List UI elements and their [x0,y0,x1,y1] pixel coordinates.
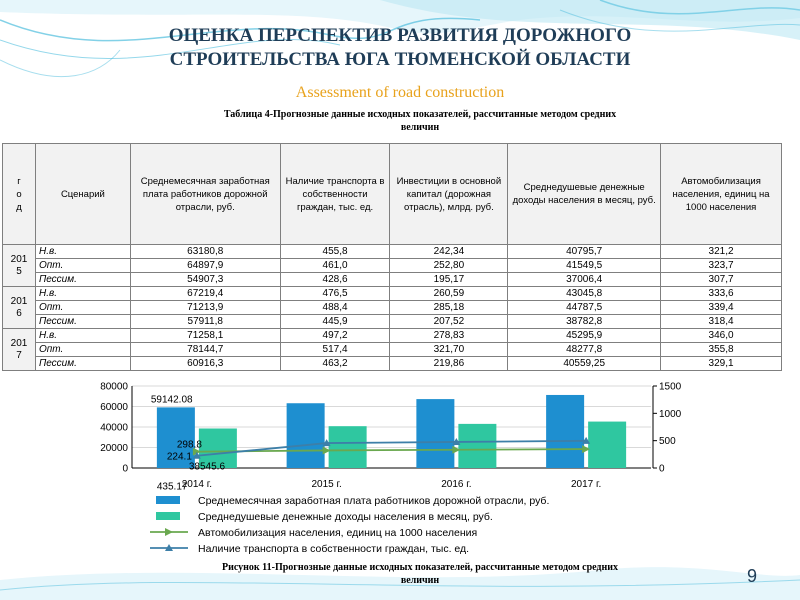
header-transport: Наличие транспорта в собственности граждан, тыс. ед. [280,144,390,245]
table-header-row [3,144,782,245]
income-cell: 40795,7 [508,245,661,259]
salary-cell: 57911,8 [130,315,280,329]
investment-cell: 252,80 [390,259,508,273]
transport-cell: 488,4 [280,301,390,315]
year-cell-part: 201 [10,337,28,349]
page-title [0,24,800,72]
transport-cell: 497,2 [280,329,390,343]
income-cell: 45295,9 [508,329,661,343]
transport-cell: 517,4 [280,343,390,357]
motorization-cell: 329,1 [661,357,782,371]
motorization-cell: 318,4 [661,315,782,329]
page-title-line-1: ОЦЕНКА ПЕРСПЕКТИВ РАЗВИТИЯ ДОРОЖНОГО [168,25,632,46]
legend-label: Среднемесячная заработная плата работников дорожной отрасли, руб. [198,495,550,507]
chart-bar [546,395,584,468]
table-row [3,357,782,371]
page-number: 9 [747,566,758,586]
year-cell-part: 5 [16,265,22,277]
category-tick-label: 2016 г. [441,479,472,490]
year-cell [3,287,36,329]
salary-cell: 60916,3 [130,357,280,371]
left-axis-tick-label: 80000 [100,381,128,393]
legend-label: Наличие транспорта в собственности граждан, тыс. ед. [198,543,470,555]
right-axis-tick-label: 500 [659,436,676,448]
legend-label: Автомобилизация населения, единиц на 1000 населения [198,527,478,539]
category-tick-label: 2017 г. [571,479,602,490]
right-axis-tick-label: 1500 [659,381,682,393]
table-caption-line-2: величин [400,122,440,133]
salary-cell: 78144,7 [130,343,280,357]
left-axis-tick-label: 20000 [100,443,128,454]
scenario-cell: Пессим. [35,357,130,371]
page-title-line-2: СТРОИТЕЛЬСТВА ЮГА ТЮМЕНСКОЙ ОБЛАСТИ [169,49,631,70]
transport-cell: 445,9 [280,315,390,329]
chart-data-label: 59142.08 [150,394,193,406]
chart-data-label: 298.8 [176,439,202,451]
category-tick-label: 2015 г. [311,479,342,490]
transport-cell: 476,5 [280,287,390,301]
income-cell: 48277,8 [508,343,661,357]
right-axis-tick-label: 1000 [659,408,682,420]
figure-caption [150,561,690,587]
table-row [3,343,782,357]
income-cell: 40559,25 [508,357,661,371]
transport-cell: 463,2 [280,357,390,371]
transport-cell: 455,8 [280,245,390,259]
chart-data-label: 38545.6 [188,461,226,473]
chart-bar [329,426,367,468]
left-axis-tick-label: 0 [122,463,128,475]
header-motorization: Автомобилизация населения, единиц на 1000 населения [661,144,782,245]
motorization-cell: 339,4 [661,301,782,315]
header-year-char: д [16,201,22,213]
year-cell-part: 201 [10,295,28,307]
header-income: Среднедушевые денежные доходы населения в месяц, руб. [508,144,661,245]
chart-data-label: 224.1 [166,451,192,463]
investment-cell: 260,59 [390,287,508,301]
scenario-cell: Опт. [35,301,130,315]
scenario-cell: Н.в. [35,245,130,259]
legend-label: Среднедушевые денежные доходы населения в месяц, руб. [198,511,493,523]
motorization-cell: 307,7 [661,273,782,287]
page-subtitle: Assessment of road construction [295,84,505,101]
table-row [3,329,782,343]
chart-bar [588,422,626,468]
table-row [3,301,782,315]
year-cell-part: 7 [16,349,22,361]
year-cell-part: 6 [16,307,22,319]
table-caption-line-1: Таблица 4-Прогнозные данные исходных показателей, рассчитанные методом средних [223,109,617,120]
chart-bar [287,403,325,468]
investment-cell: 195,17 [390,273,508,287]
chart-bar [416,399,454,468]
chart-bar [458,424,496,468]
motorization-cell: 321,2 [661,245,782,259]
figure-caption-line-1: Рисунок 11-Прогнозные данные исходных показателей, рассчитанные методом средних [221,562,619,573]
forecast-table [2,143,782,371]
table-row [3,259,782,273]
header-year [3,144,36,245]
salary-cell: 63180,8 [130,245,280,259]
investment-cell: 242,34 [390,245,508,259]
scenario-cell: Пессим. [35,273,130,287]
motorization-cell: 346,0 [661,329,782,343]
table-row [3,273,782,287]
right-axis-tick-label: 0 [659,463,665,475]
header-salary: Среднемесячная заработная плата работников дорожной отрасли, руб. [130,144,280,245]
motorization-cell: 323,7 [661,259,782,273]
income-cell: 37006,4 [508,273,661,287]
investment-cell: 278,83 [390,329,508,343]
salary-cell: 67219,4 [130,287,280,301]
transport-cell: 428,6 [280,273,390,287]
salary-cell: 54907,3 [130,273,280,287]
table-row [3,315,782,329]
legend-marker [165,528,173,536]
investment-cell: 285,18 [390,301,508,315]
income-cell: 44787,5 [508,301,661,315]
header-year-char: о [16,188,22,200]
investment-cell: 321,70 [390,343,508,357]
year-cell [3,329,36,371]
investment-cell: 207,52 [390,315,508,329]
scenario-cell: Н.в. [35,287,130,301]
legend-swatch [156,512,180,520]
income-cell: 41549,5 [508,259,661,273]
table-row [3,245,782,259]
motorization-cell: 355,8 [661,343,782,357]
income-cell: 43045,8 [508,287,661,301]
header-year-char: г [17,175,21,187]
header-investment: Инвестиции в основной капитал (дорожная отрасль), млрд. руб. [390,144,508,245]
transport-cell: 461,0 [280,259,390,273]
year-cell [3,245,36,287]
scenario-cell: Опт. [35,259,130,273]
salary-cell: 64897,9 [130,259,280,273]
income-cell: 38782,8 [508,315,661,329]
table-row [3,287,782,301]
motorization-cell: 333,6 [661,287,782,301]
header-scenario: Сценарий [35,144,130,245]
scenario-cell: Пессим. [35,315,130,329]
salary-cell: 71213,9 [130,301,280,315]
category-tick-label: 2014 г. [181,479,212,490]
salary-cell: 71258,1 [130,329,280,343]
scenario-cell: Опт. [35,343,130,357]
year-cell-part: 201 [10,253,28,265]
scenario-cell: Н.в. [35,329,130,343]
legend-swatch [156,496,180,504]
table-caption [150,108,690,134]
figure-caption-line-2: величин [400,575,440,586]
chart-data-label: 435.17 [156,481,188,493]
left-axis-tick-label: 60000 [100,402,128,413]
chart-line [197,441,586,456]
left-axis-tick-label: 40000 [100,422,128,434]
forecast-chart [80,380,700,562]
investment-cell: 219,86 [390,357,508,371]
